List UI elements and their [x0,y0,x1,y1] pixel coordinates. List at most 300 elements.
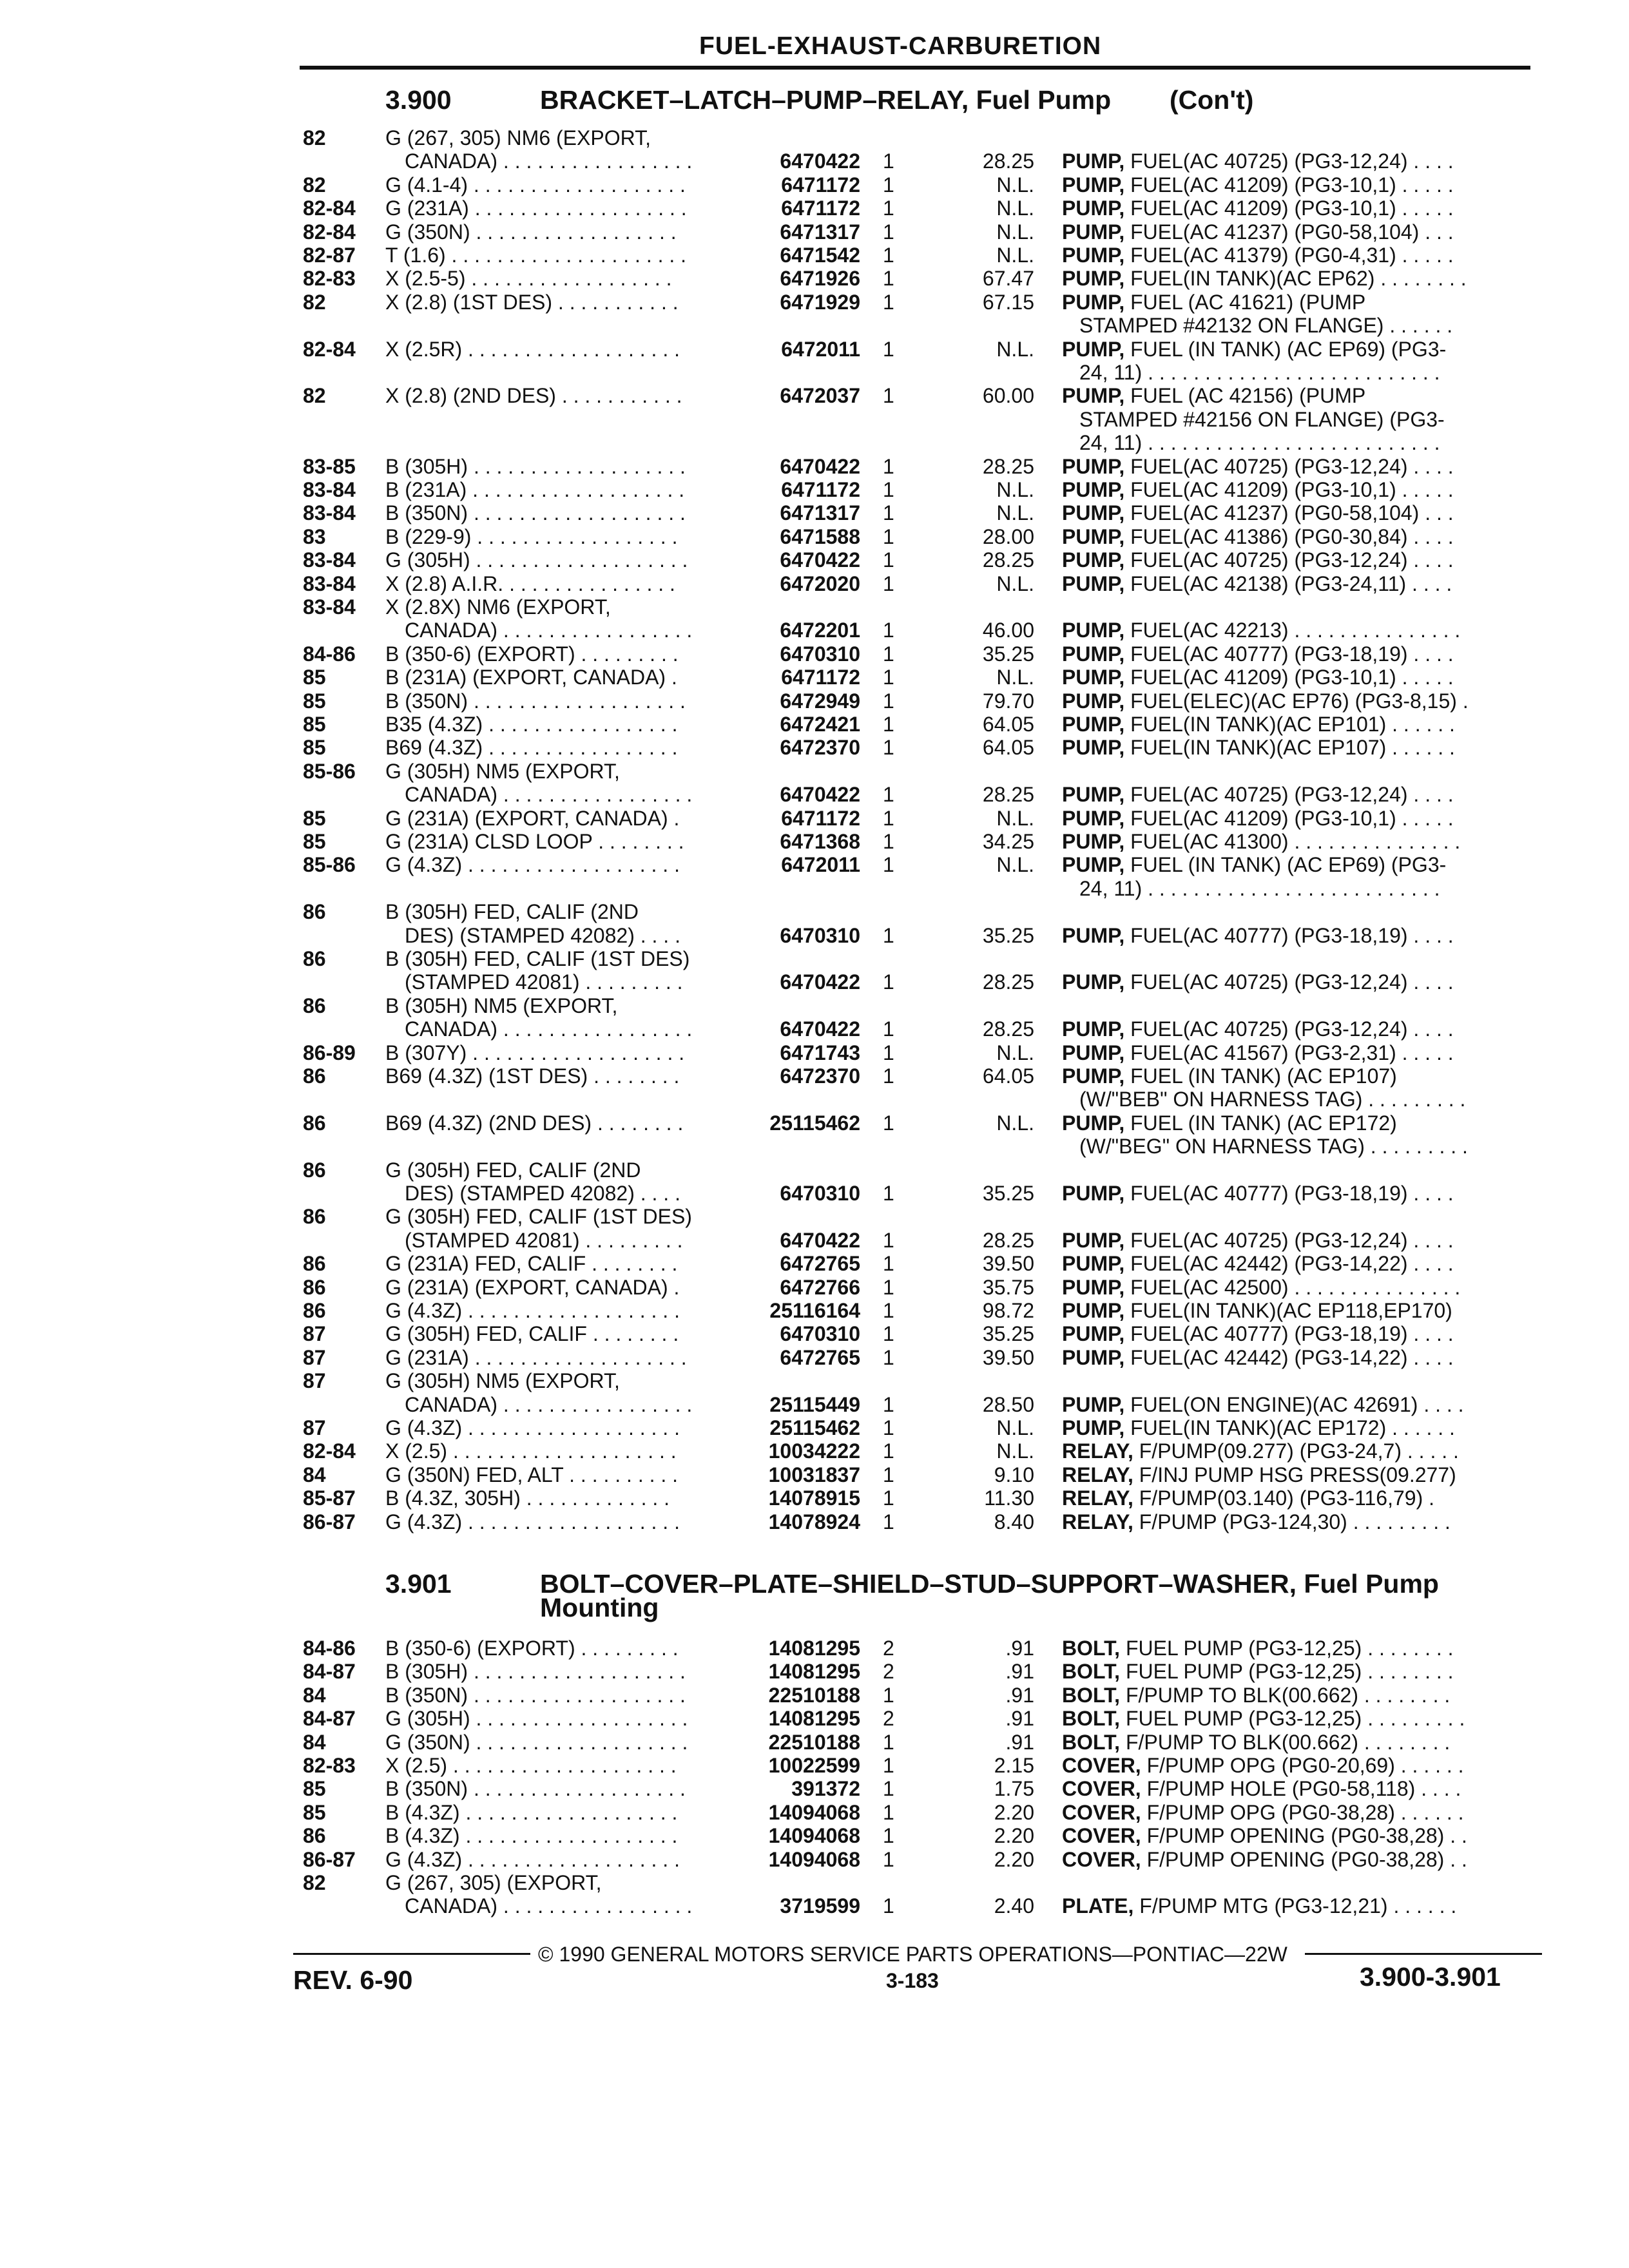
application-description: G (267, 305) (EXPORT, [385,1871,602,1894]
part-name: PUMP, FUEL(IN TANK)(AC EP172) . . . . . . [1062,1416,1455,1439]
application-description: G (4.3Z) . . . . . . . . . . . . . . . . . . . [385,853,680,877]
table-row [0,807,1629,832]
part-number: 25116164 [769,1299,860,1322]
price: 28.25 [982,1228,1034,1252]
table-row [0,1182,1629,1207]
quantity: 1 [883,220,894,244]
model-year: 87 [303,1369,326,1393]
table-row [0,1276,1629,1301]
part-name: BOLT, FUEL PUMP (PG3-12,25) . . . . . . . . [1062,1637,1454,1660]
table-row [0,736,1629,761]
table-row [0,525,1629,550]
model-year: 84 [303,1463,326,1486]
table-row [0,1463,1629,1488]
quantity: 1 [883,1041,894,1064]
quantity: 1 [883,853,894,877]
application-description: B (307Y) . . . . . . . . . . . . . . . . . . . [385,1041,685,1064]
application-description: X (2.5R) . . . . . . . . . . . . . . . . . . . [385,337,680,361]
table-row [0,666,1629,691]
table-row [0,760,1629,785]
price: N.L. [996,1111,1034,1135]
part-name: PUMP, FUEL (IN TANK) (AC EP69) (PG3- [1062,337,1447,361]
part-number: 6470310 [780,642,860,666]
table-row [0,1135,1629,1160]
application-description: X (2.8) (2ND DES) . . . . . . . . . . . [385,384,682,408]
part-name: PUMP, FUEL(ON ENGINE)(AC 42691) . . . . [1062,1392,1464,1416]
part-number: 6472020 [780,572,860,595]
part-number: 6471172 [781,197,860,220]
price: N.L. [996,173,1034,197]
part-name: PUMP, FUEL(IN TANK)(AC EP101) . . . . . . [1062,713,1455,736]
quantity: 1 [883,290,894,314]
application-description: CANADA) . . . . . . . . . . . . . . . . . [405,783,693,807]
part-number: 6471368 [780,830,860,853]
model-year: 82-84 [303,1439,356,1463]
application-description: G (231A) . . . . . . . . . . . . . . . . . . . [385,1345,687,1369]
model-year: 82 [303,384,326,408]
part-number: 14081295 [768,1707,860,1731]
table-row [0,947,1629,972]
model-year: 86 [303,1252,326,1276]
table-row [0,1660,1629,1685]
part-name: PLATE, F/PUMP MTG (PG3-12,21) . . . . . . [1062,1894,1457,1918]
table-row [0,314,1629,339]
quantity: 1 [883,1730,894,1754]
quantity: 1 [883,619,894,642]
application-description: CANADA) . . . . . . . . . . . . . . . . . [405,619,693,642]
model-year: 86-89 [303,1041,356,1064]
model-year: 86-87 [303,1510,356,1533]
model-year: 82-83 [303,267,356,291]
part-name: PUMP, FUEL(AC 42442) (PG3-14,22) . . . . [1062,1345,1454,1369]
part-name: PUMP, FUEL(AC 41209) (PG3-10,1) . . . . . [1062,197,1454,220]
quantity: 1 [883,478,894,501]
price: 28.00 [982,524,1034,548]
table-row [0,338,1629,363]
table-row [0,408,1629,433]
quantity: 2 [883,1637,894,1660]
application-description: CANADA) . . . . . . . . . . . . . . . . . [405,149,693,173]
part-name: PUMP, FUEL (AC 42156) (PUMP [1062,384,1366,408]
application-description: (STAMPED 42081) . . . . . . . . . [405,970,683,994]
part-name: PUMP, FUEL(AC 40725) (PG3-12,24) . . . . [1062,1228,1454,1252]
table-row [0,173,1629,198]
part-number: 10034222 [768,1439,860,1463]
application-description: B (231A) (EXPORT, CANADA) . [385,666,677,689]
quantity: 1 [883,642,894,666]
table-row [0,689,1629,715]
part-name: PUMP, FUEL(AC 40725) (PG3-12,24) . . . . [1062,149,1454,173]
part-number: 6472370 [780,1064,860,1088]
table-row [0,1064,1629,1090]
application-description: G (4.3Z) . . . . . . . . . . . . . . . . . . . [385,1416,680,1439]
part-name: PUMP, FUEL (IN TANK) (AC EP172) [1062,1111,1397,1135]
model-year: 87 [303,1416,326,1439]
application-description: X (2.5-5) . . . . . . . . . . . . . . . . . . [385,267,672,291]
application-description: B (350N) . . . . . . . . . . . . . . . . . . . [385,1777,686,1801]
quantity: 1 [883,1064,894,1088]
part-name: PUMP, FUEL (AC 41621) (PUMP [1062,290,1366,314]
part-number: 14081295 [768,1637,860,1660]
price: N.L. [996,1041,1034,1064]
application-description: (STAMPED 42081) . . . . . . . . . [405,1228,683,1252]
application-description: G (231A) CLSD LOOP . . . . . . . . [385,830,684,853]
model-year: 86 [303,900,326,924]
part-number: 6470422 [780,454,860,478]
application-description: G (267, 305) NM6 (EXPORT, [385,126,651,149]
quantity: 1 [883,923,894,947]
table-row [0,853,1629,878]
table-row [0,267,1629,292]
price: 28.25 [982,149,1034,173]
table-row [0,197,1629,222]
price: 64.05 [982,736,1034,760]
model-year: 85-86 [303,759,356,783]
table-row [0,1871,1629,1896]
quantity: 1 [883,1754,894,1777]
part-name: PUMP, FUEL(AC 42213) . . . . . . . . . . . . . . . [1062,619,1461,642]
price: 67.47 [982,267,1034,291]
quantity: 1 [883,1275,894,1299]
table-row [0,1894,1629,1919]
price: 79.70 [982,689,1034,713]
section-number: 3.901 [385,1569,452,1599]
table-row [0,1754,1629,1779]
part-number: 25115462 [769,1416,860,1439]
price: 28.25 [982,454,1034,478]
table-row [0,361,1629,386]
application-description: X (2.5) . . . . . . . . . . . . . . . . . . . . [385,1439,677,1463]
part-number: 6470422 [780,1228,860,1252]
price: 1.75 [994,1777,1034,1801]
model-year: 85 [303,736,326,760]
model-year: 82-84 [303,220,356,244]
model-year: 82-84 [303,337,356,361]
table-row [0,1299,1629,1324]
quantity: 1 [883,1510,894,1533]
price: 35.25 [982,923,1034,947]
model-year: 86 [303,1824,326,1848]
table-row [0,900,1629,925]
table-row [0,149,1629,175]
table-row [0,1393,1629,1418]
application-description: G (231A) FED, CALIF . . . . . . . . [385,1252,678,1276]
part-number: 3719599 [780,1894,860,1918]
model-year: 83-84 [303,501,356,525]
application-description: B (229-9) . . . . . . . . . . . . . . . . . . [385,524,678,548]
application-description: G (350N) FED, ALT . . . . . . . . . . [385,1463,679,1486]
model-year: 84-86 [303,1637,356,1660]
application-description: B (350N) . . . . . . . . . . . . . . . . . . . [385,501,686,525]
part-number: 6472766 [780,1275,860,1299]
quantity: 1 [883,713,894,736]
part-name: PUMP, FUEL(AC 40777) (PG3-18,19) . . . . [1062,1322,1454,1346]
table-row [0,924,1629,949]
part-name: COVER, F/PUMP OPG (PG0-38,28) . . . . . . [1062,1800,1464,1824]
part-name: PUMP, FUEL(AC 41209) (PG3-10,1) . . . . . [1062,666,1454,689]
part-name: PUMP, FUEL(AC 41209) (PG3-10,1) . . . . . [1062,173,1454,197]
model-year: 85 [303,713,326,736]
table-row [0,1416,1629,1441]
model-year: 84 [303,1683,326,1707]
price: N.L. [996,572,1034,595]
application-description: B (305H) FED, CALIF (1ST DES) [385,947,690,970]
price: N.L. [996,806,1034,830]
application-description: B (305H) FED, CALIF (2ND [385,900,639,924]
quantity: 1 [883,454,894,478]
table-row [0,1707,1629,1732]
price: 11.30 [984,1486,1034,1510]
price: .91 [1005,1707,1034,1731]
model-year: 86 [303,1275,326,1299]
price: N.L. [996,337,1034,361]
part-number: 6470310 [780,923,860,947]
model-year: 86 [303,1158,326,1182]
quantity: 1 [883,501,894,525]
model-year: 85 [303,806,326,830]
part-name: PUMP, FUEL(AC 41567) (PG3-2,31) . . . . . [1062,1041,1454,1064]
price: .91 [1005,1637,1034,1660]
price: N.L. [996,220,1034,244]
part-number: 6471926 [780,267,860,291]
part-name: RELAY, F/PUMP(03.140) (PG3-116,79) . [1062,1486,1434,1510]
quantity: 1 [883,1017,894,1041]
part-name: COVER, F/PUMP OPENING (PG0-38,28) . . [1062,1824,1467,1848]
application-description: G (305H) FED, CALIF (1ST DES) [385,1205,692,1229]
quantity: 1 [883,1824,894,1848]
part-number: 6472949 [780,689,860,713]
table-row [0,1684,1629,1709]
table-row [0,1041,1629,1066]
application-description: G (305H) . . . . . . . . . . . . . . . . . . . [385,1707,688,1731]
part-name: COVER, F/PUMP OPENING (PG0-38,28) . . [1062,1847,1467,1871]
part-number: 14081295 [768,1660,860,1684]
part-name: COVER, F/PUMP HOLE (PG0-58,118) . . . . [1062,1777,1461,1801]
model-year: 86-87 [303,1847,356,1871]
application-description: G (231A) (EXPORT, CANADA) . [385,806,680,830]
application-description: B69 (4.3Z) (1ST DES) . . . . . . . . [385,1064,680,1088]
price: 35.25 [982,1182,1034,1205]
part-name: PUMP, FUEL(AC 40725) (PG3-12,24) . . . . [1062,1017,1454,1041]
part-name: PUMP, FUEL(AC 40777) (PG3-18,19) . . . . [1062,923,1454,947]
section-title: BRACKET–LATCH–PUMP–RELAY, Fuel Pump [540,85,1112,115]
price: .91 [1005,1730,1034,1754]
part-number: 6471317 [780,220,860,244]
quantity: 1 [883,1299,894,1322]
application-description: G (305H) FED, CALIF . . . . . . . . [385,1322,679,1346]
part-number: 10022599 [768,1754,860,1777]
part-name: (W/"BEB" ON HARNESS TAG) . . . . . . . . . [1079,1088,1466,1111]
price: 39.50 [982,1252,1034,1276]
part-number: 6471172 [781,666,860,689]
part-number: 6471743 [780,1041,860,1064]
part-name: BOLT, F/PUMP TO BLK(00.662) . . . . . . . . [1062,1730,1451,1754]
model-year: 83-84 [303,595,356,619]
part-number: 6472037 [780,384,860,408]
model-year: 84 [303,1730,326,1754]
part-number: 6470422 [780,548,860,572]
table-row [0,970,1629,995]
part-name: PUMP, FUEL(AC 41379) (PG0-4,31) . . . . . [1062,244,1454,267]
quantity: 1 [883,244,894,267]
part-name: PUMP, FUEL (IN TANK) (AC EP69) (PG3- [1062,853,1447,877]
application-description: B (305H) NM5 (EXPORT, [385,994,618,1017]
price: 2.15 [994,1754,1034,1777]
table-row [0,1637,1629,1662]
application-description: DES) (STAMPED 42082) . . . . [405,923,680,947]
part-number: 14078924 [768,1510,860,1533]
price: 64.05 [982,713,1034,736]
price: N.L. [996,501,1034,525]
model-year: 87 [303,1322,326,1346]
model-year: 84-87 [303,1660,356,1684]
application-description: B (4.3Z) . . . . . . . . . . . . . . . . . . . [385,1824,678,1848]
model-year: 83-84 [303,572,356,595]
quantity: 1 [883,1847,894,1871]
part-name: RELAY, F/PUMP(09.277) (PG3-24,7) . . . . . [1062,1439,1459,1463]
section-title-continued: Mounting [540,1593,659,1622]
part-name: PUMP, FUEL(AC 41237) (PG0-58,104) . . . [1062,220,1454,244]
application-description: G (4.3Z) . . . . . . . . . . . . . . . . . . . [385,1847,680,1871]
quantity: 1 [883,1894,894,1918]
application-description: B (305H) . . . . . . . . . . . . . . . . . . . [385,454,686,478]
part-number: 6471172 [781,173,860,197]
part-name: PUMP, FUEL(AC 42138) (PG3-24,11) . . . . [1062,572,1452,595]
table-row [0,548,1629,573]
part-name: PUMP, FUEL (IN TANK) (AC EP107) [1062,1064,1397,1088]
application-description: G (305H) NM5 (EXPORT, [385,1369,620,1393]
part-number: 14094068 [768,1800,860,1824]
table-row [0,1111,1629,1137]
model-year: 83-84 [303,548,356,572]
quantity: 1 [883,1777,894,1801]
price: 60.00 [982,384,1034,408]
part-name: PUMP, FUEL(AC 42500) . . . . . . . . . . . . . . . [1062,1275,1461,1299]
section-number: 3.900 [385,85,452,115]
application-description: G (231A) . . . . . . . . . . . . . . . . . . . [385,197,687,220]
header-rule [300,66,1530,70]
table-row [0,595,1629,620]
part-number: 6472201 [780,619,860,642]
part-name: BOLT, FUEL PUMP (PG3-12,25) . . . . . . . . [1062,1660,1454,1684]
part-number: 14078915 [768,1486,860,1510]
part-number: 6472421 [780,713,860,736]
part-number: 6470310 [780,1182,860,1205]
footer-rule-left [293,1953,530,1955]
model-year: 82 [303,1871,326,1894]
part-name: PUMP, FUEL(AC 40725) (PG3-12,24) . . . . [1062,548,1454,572]
footer-revision: REV. 6-90 [293,1965,413,1995]
part-name: PUMP, FUEL(AC 41209) (PG3-10,1) . . . . . [1062,478,1454,501]
table-row [0,1369,1629,1394]
table-row [0,994,1629,1019]
quantity: 1 [883,1463,894,1486]
part-name: (W/"BEG" ON HARNESS TAG) . . . . . . . . . [1079,1135,1468,1158]
table-row [0,783,1629,808]
model-year: 83-85 [303,454,356,478]
part-number: 10031837 [768,1463,860,1486]
table-row [0,830,1629,855]
quantity: 1 [883,1800,894,1824]
table-row [0,572,1629,597]
price: N.L. [996,666,1034,689]
application-description: G (4.3Z) . . . . . . . . . . . . . . . . . . . [385,1299,680,1322]
application-description: X (2.8) A.I.R. . . . . . . . . . . . . . . . [385,572,675,595]
price: 35.75 [982,1275,1034,1299]
part-name: PUMP, FUEL(AC 42442) (PG3-14,22) . . . . [1062,1252,1454,1276]
part-name: PUMP, FUEL(AC 40777) (PG3-18,19) . . . . [1062,642,1454,666]
price: N.L. [996,197,1034,220]
price: 35.25 [982,1322,1034,1346]
table-row [0,1229,1629,1254]
application-description: G (350N) . . . . . . . . . . . . . . . . . . [385,220,677,244]
part-name: PUMP, FUEL(AC 41237) (PG0-58,104) . . . [1062,501,1454,525]
model-year: 82-87 [303,244,356,267]
table-row [0,455,1629,480]
quantity: 1 [883,1228,894,1252]
model-year: 85 [303,1800,326,1824]
part-name: PUMP, FUEL(AC 41209) (PG3-10,1) . . . . . [1062,806,1454,830]
application-description: X (2.5) . . . . . . . . . . . . . . . . . . . . [385,1754,677,1777]
application-description: CANADA) . . . . . . . . . . . . . . . . . [405,1894,693,1918]
table-row [0,877,1629,902]
part-number: 6471172 [781,478,860,501]
price: 2.20 [994,1800,1034,1824]
part-number: 6472370 [780,736,860,760]
part-name: PUMP, FUEL(AC 40725) (PG3-12,24) . . . . [1062,970,1454,994]
price: 28.25 [982,548,1034,572]
quantity: 1 [883,1683,894,1707]
quantity: 1 [883,149,894,173]
price: 67.15 [982,290,1034,314]
table-row [0,1017,1629,1043]
price: N.L. [996,1439,1034,1463]
application-description: B (4.3Z, 305H) . . . . . . . . . . . . . [385,1486,670,1510]
part-name: RELAY, F/PUMP (PG3-124,30) . . . . . . . . . [1062,1510,1451,1533]
table-row [0,431,1629,456]
quantity: 1 [883,806,894,830]
application-description: B (350-6) (EXPORT) . . . . . . . . . [385,642,679,666]
quantity: 1 [883,572,894,595]
model-year: 84-86 [303,642,356,666]
quantity: 1 [883,548,894,572]
model-year: 85 [303,689,326,713]
model-year: 85 [303,830,326,853]
footer-copyright: © 1990 GENERAL MOTORS SERVICE PARTS OPERATIONS—PONTIAC—22W [538,1943,1287,1966]
price: 64.05 [982,1064,1034,1088]
table-row [0,642,1629,668]
model-year: 85-86 [303,853,356,877]
part-name: 24, 11) . . . . . . . . . . . . . . . . . . . . . . . . . . [1079,876,1440,900]
application-description: B (231A) . . . . . . . . . . . . . . . . . . . [385,478,685,501]
quantity: 2 [883,1660,894,1684]
quantity: 2 [883,1707,894,1731]
price: 2.20 [994,1847,1034,1871]
part-number: 6471588 [780,524,860,548]
quantity: 1 [883,1486,894,1510]
table-row [0,1510,1629,1535]
part-name: PUMP, FUEL(IN TANK)(AC EP118,EP170) [1062,1299,1452,1322]
table-row [0,1158,1629,1184]
application-description: X (2.8) (1ST DES) . . . . . . . . . . . [385,290,679,314]
table-row [0,1439,1629,1465]
model-year: 86 [303,947,326,970]
table-row [0,1486,1629,1512]
quantity: 1 [883,1392,894,1416]
quantity: 1 [883,1182,894,1205]
table-row [0,291,1629,316]
model-year: 86 [303,1299,326,1322]
